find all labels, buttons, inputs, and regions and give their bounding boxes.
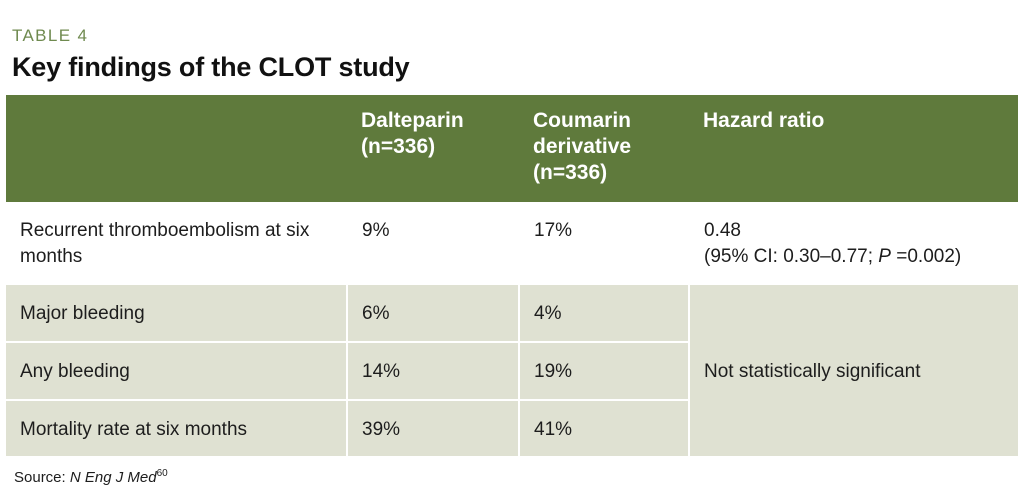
figure-title: Key findings of the CLOT study (12, 52, 410, 82)
cell-dalteparin-major-bleeding: 6% (347, 284, 519, 342)
row-label-major-bleeding: Major bleeding (6, 284, 347, 342)
hazard-p-symbol: P (878, 245, 891, 267)
cell-dalteparin-recurrent: 9% (347, 202, 519, 284)
row-label-mortality-rate: Mortality rate at six months (6, 400, 347, 457)
source-journal: N Eng J Med (69, 469, 157, 486)
hazard-ci-prefix: (95% CI: 0.30–0.77; (704, 245, 879, 267)
column-header-dalteparin (347, 95, 519, 202)
table-row (6, 202, 1018, 284)
hazard-ci-suffix: =0.002) (890, 245, 962, 267)
column-header-coumarin (519, 95, 689, 202)
row-label-any-bleeding: Any bleeding (6, 342, 347, 400)
column-header-blank (6, 95, 347, 202)
column-header-coumarin-line1: Coumarin (533, 109, 632, 132)
hazard-value: 0.48 (704, 220, 741, 242)
figure-header (6, 0, 1018, 95)
source-label: Source: (14, 469, 70, 486)
cell-coumarin-major-bleeding: 4% (519, 284, 689, 342)
column-header-coumarin-line2: derivative (533, 135, 632, 159)
table-number-label: TABLE 4 (12, 26, 89, 45)
figure-source (6, 456, 1018, 486)
source-reference-number: 60 (156, 468, 168, 480)
cell-coumarin-mortality: 41% (519, 400, 689, 457)
cell-hazard-recurrent (689, 202, 1018, 284)
table-row (6, 284, 1018, 342)
table-header-row (6, 95, 1018, 202)
column-header-hazard-ratio: Hazard ratio (689, 95, 1018, 202)
cell-coumarin-any-bleeding: 19% (519, 342, 689, 400)
cell-dalteparin-any-bleeding: 14% (347, 342, 519, 400)
column-header-dalteparin-line1: Dalteparin (361, 109, 464, 132)
row-label-recurrent-thromboembolism: Recurrent thromboembolism at six months (6, 202, 347, 284)
hazard-confidence-interval (704, 244, 1004, 270)
column-header-coumarin-line3: (n=336) (533, 161, 608, 185)
column-header-dalteparin-line2: (n=336) (361, 135, 436, 159)
clot-study-table (6, 95, 1018, 456)
cell-dalteparin-mortality: 39% (347, 400, 519, 457)
cell-hazard-not-significant: Not statistically significant (689, 284, 1018, 456)
cell-coumarin-recurrent: 17% (519, 202, 689, 284)
